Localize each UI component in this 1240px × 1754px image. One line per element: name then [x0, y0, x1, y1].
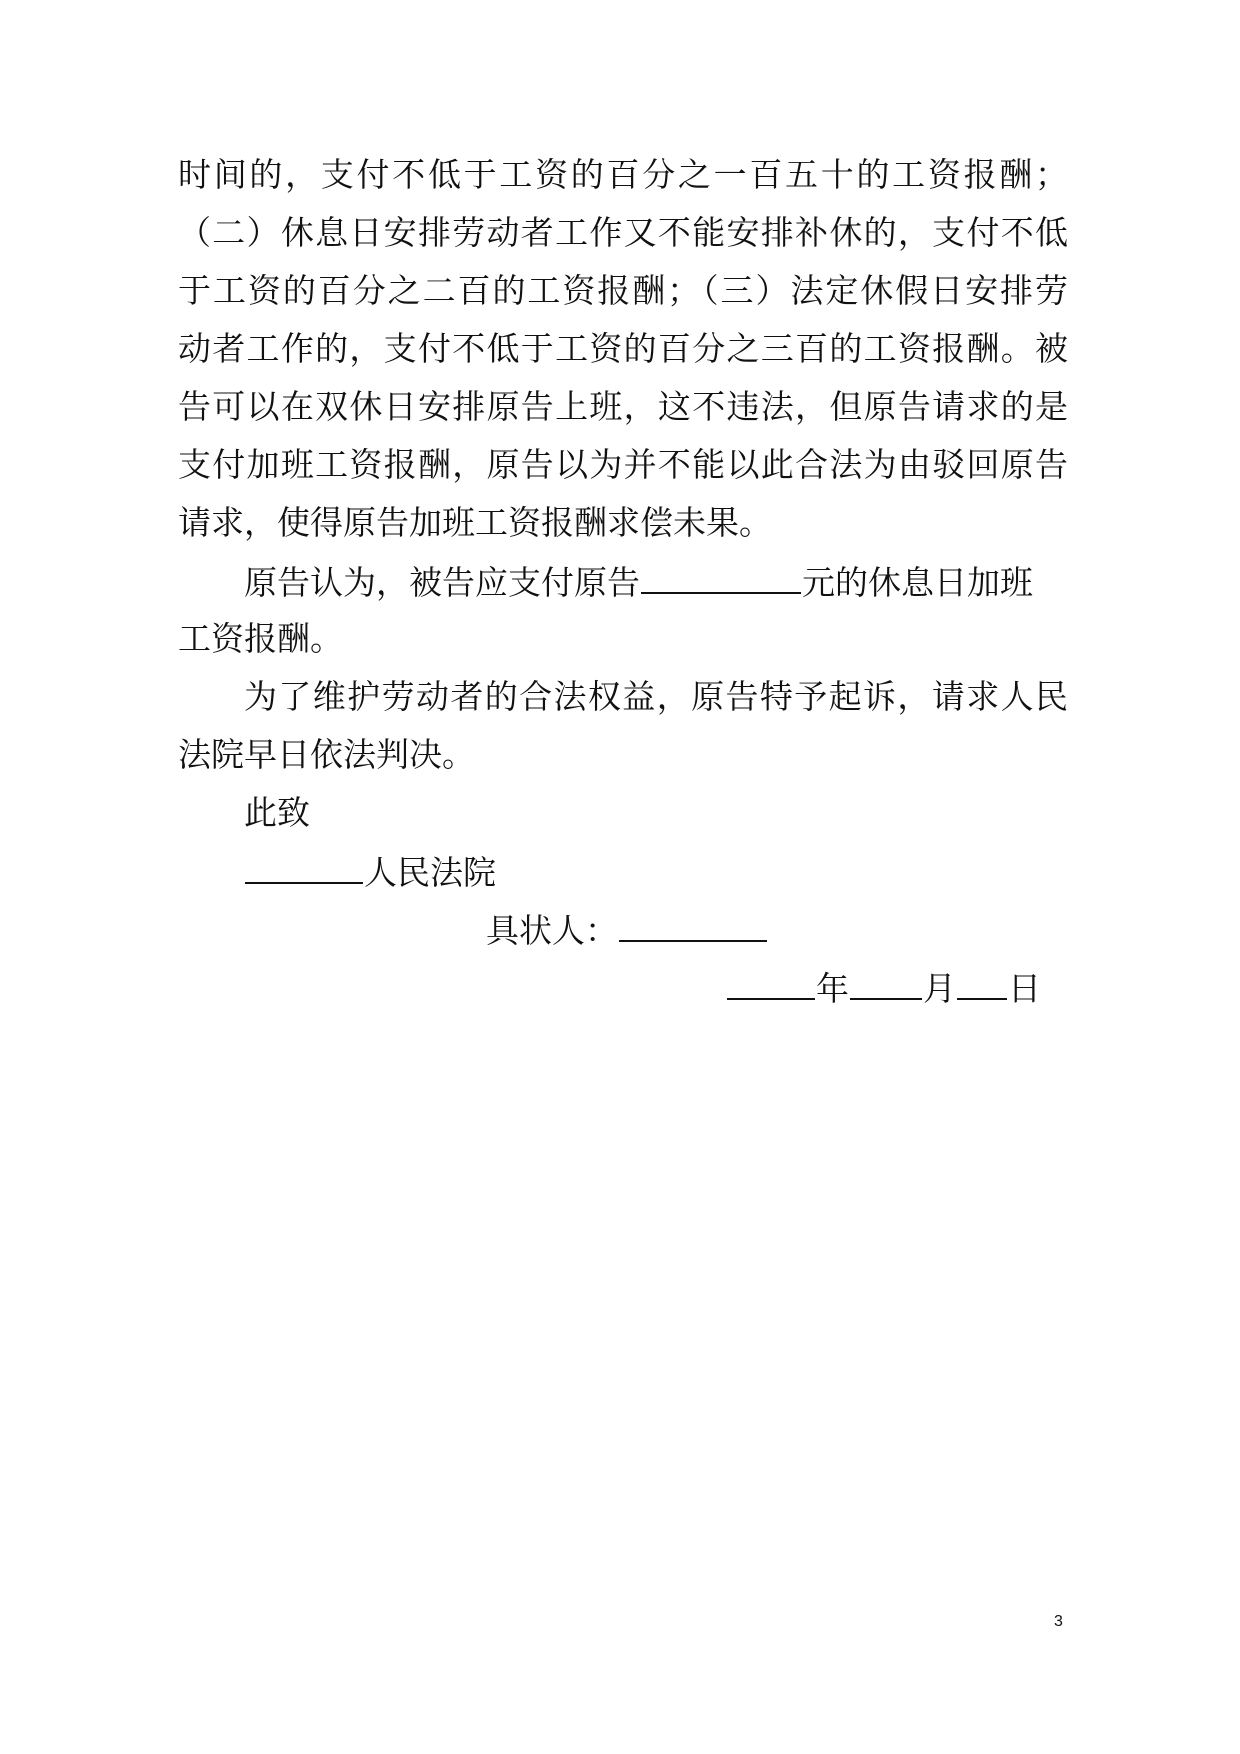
paragraph-3-line-1: 为了维护劳动者的合法权益，原告特予起诉，请求人民: [244, 677, 1068, 716]
day-blank: [957, 967, 1007, 1000]
page-number: 3: [1054, 1613, 1063, 1630]
paragraph-2-text-before-blank: 原告认为，被告应支付原告: [244, 563, 640, 602]
day-label: 日: [1008, 969, 1041, 1008]
amount-blank: [641, 561, 801, 594]
month-blank: [850, 967, 922, 1000]
paragraph-3-line-2: 法院早日依法判决。: [178, 735, 475, 774]
paragraph-2-line-1: [244, 561, 1068, 601]
month-label: 月: [923, 969, 956, 1008]
paragraph-2-line-2: 工资报酬。: [178, 619, 343, 658]
paragraph-1-line-3: 于工资的百分之二百的工资报酬；（三）法定休假日安排劳: [178, 271, 1068, 310]
paragraph-1-line-6: 支付加班工资报酬，原告以为并不能以此合法为由驳回原告: [178, 445, 1068, 484]
signer-blank: [619, 909, 767, 942]
court-line: [244, 851, 1068, 891]
signer-line: [486, 909, 886, 949]
court-name-blank: [245, 851, 363, 884]
salutation: 此致: [244, 793, 310, 832]
year-label: 年: [816, 969, 849, 1008]
paragraph-1-line-7: 请求，使得原告加班工资报酬求偿未果。: [178, 503, 772, 542]
paragraph-2-text-after-blank: 元的休息日加班: [802, 563, 1033, 602]
paragraph-1-line-1: 时间的，支付不低于工资的百分之一百五十的工资报酬；: [178, 155, 1068, 194]
signer-label: 具状人：: [486, 911, 618, 950]
date-line: [726, 967, 1068, 1007]
paragraph-1-line-4: 动者工作的，支付不低于工资的百分之三百的工资报酬。被: [178, 329, 1068, 368]
paragraph-1-line-5: 告可以在双休日安排原告上班，这不违法，但原告请求的是: [178, 387, 1068, 426]
paragraph-1-line-2: （二）休息日安排劳动者工作又不能安排补休的，支付不低: [178, 213, 1068, 252]
year-blank: [727, 967, 815, 1000]
court-suffix: 人民法院: [364, 853, 496, 892]
